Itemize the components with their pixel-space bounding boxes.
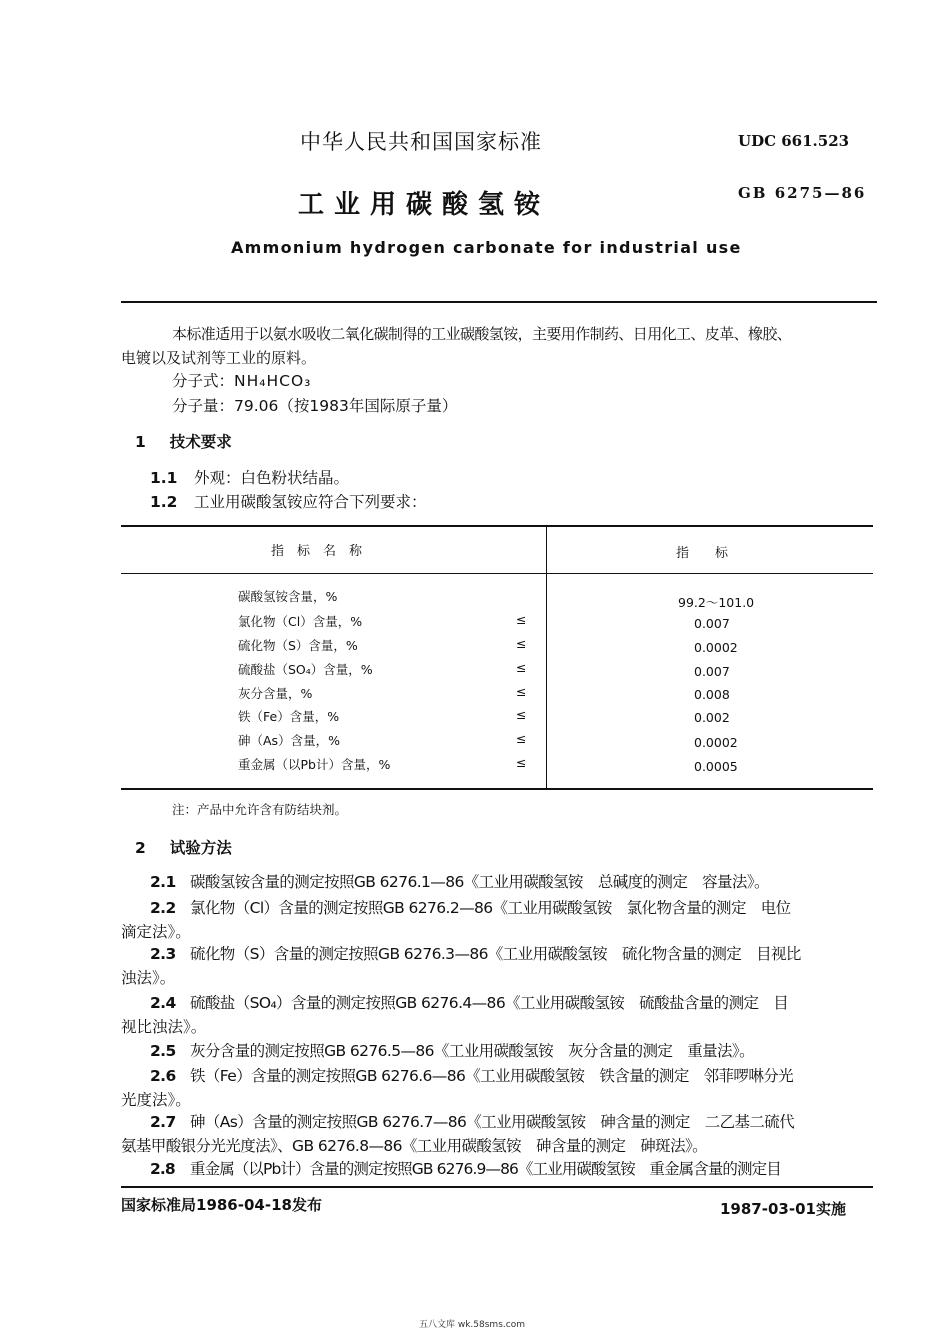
header-indicator-value: 指 标 xyxy=(676,546,729,561)
clause-line-2: 光度法》。 xyxy=(121,1091,191,1109)
row-operator: ≤ xyxy=(516,707,527,722)
table-bottom-rule xyxy=(121,788,873,790)
clause-number: 1.2 xyxy=(150,493,178,511)
clause-line-2: 浊法》。 xyxy=(121,969,176,987)
section-1-number: 1 xyxy=(135,433,146,451)
udc-code: UDC 661.523 xyxy=(738,132,850,150)
clause-2-6 xyxy=(121,1064,871,1112)
row-name: 重金属（以Pb计）含量，% xyxy=(238,757,391,772)
formula-label: 分子式： xyxy=(172,372,235,390)
intro-line-1: 本标准适用于以氨水吸收二氧化碳制得的工业碳酸氢铵，主要用作制药、日用化工、皮革、橡胶、 xyxy=(172,325,792,343)
effective-date: 1987-03-01实施 xyxy=(720,1200,846,1218)
clause-1-2 xyxy=(150,490,427,512)
row-name: 铁（Fe）含量，% xyxy=(238,709,340,724)
clause-number: 2.3 xyxy=(150,945,176,963)
watermark-text: 五八文库 wk.58sms.com xyxy=(419,1320,525,1330)
english-title: Ammonium hydrogen carbonate for industrial use xyxy=(231,238,742,257)
header-indicator-name: 指 标 名 称 xyxy=(271,544,363,559)
clause-number: 1.1 xyxy=(150,469,178,487)
clause-number: 2.6 xyxy=(150,1067,176,1085)
row-value: 0.008 xyxy=(694,687,730,702)
row-value: 0.0005 xyxy=(694,759,738,774)
issuing-org: 中华人民共和国国家标准 xyxy=(300,130,542,154)
row-value: 0.007 xyxy=(694,616,730,631)
clause-line-2: 氨基甲酸银分光光度法》、GB 6276.8—86《工业用碳酸氢铵 砷含量的测定 砷斑法》。 xyxy=(121,1137,708,1155)
row-operator: ≤ xyxy=(516,636,527,651)
clause-line-1: 氯化物（Cl）含量的测定按照GB 6276.2—86《工业用碳酸氢铵 氯化物含量的测定 电位 xyxy=(190,899,791,917)
clause-line-2: 视比浊法》。 xyxy=(121,1018,207,1036)
document-title: 工业用碳酸氢铵 xyxy=(298,190,551,220)
row-name: 硫化物（S）含量，% xyxy=(238,638,358,653)
clause-line-1: 重金属（以Pb计）含量的测定按照GB 6276.9—86《工业用碳酸氢铵 重金属含量的测定目 xyxy=(190,1160,781,1178)
clause-1-1 xyxy=(150,466,349,488)
row-operator: ≤ xyxy=(516,612,527,627)
clause-line-1: 碳酸氢铵含量的测定按照GB 6276.1—86《工业用碳酸氢铵 总碱度的测定 容量法》。 xyxy=(190,873,769,891)
clause-2-2 xyxy=(121,896,871,944)
clause-number: 2.7 xyxy=(150,1113,176,1131)
table-note: 注：产品中允许含有防结块剂。 xyxy=(172,802,348,817)
clause-text: 外观：白色粉状结晶。 xyxy=(194,469,350,487)
clause-number: 2.4 xyxy=(150,994,176,1012)
row-value: 0.002 xyxy=(694,710,730,725)
clause-2-4 xyxy=(121,991,871,1039)
section-1-title: 技术要求 xyxy=(169,433,232,451)
formula-value: NH₄HCO₃ xyxy=(234,372,312,390)
publish-info: 国家标准局1986-04-18发布 xyxy=(121,1196,322,1214)
section-2-title: 试验方法 xyxy=(169,839,232,857)
clause-number: 2.2 xyxy=(150,899,176,917)
row-name: 砷（As）含量，% xyxy=(238,733,340,748)
row-name: 碳酸氢铵含量，% xyxy=(238,589,338,604)
table-top-rule xyxy=(121,525,873,527)
intro-line-2: 电镀以及试剂等工业的原料。 xyxy=(121,349,317,367)
mass-line xyxy=(172,394,457,418)
row-name: 灰分含量，% xyxy=(238,686,313,701)
section-2-number: 2 xyxy=(135,839,146,857)
row-operator: ≤ xyxy=(516,755,527,770)
section-2-heading xyxy=(135,836,232,858)
row-value: 99.2～101.0 xyxy=(678,595,755,610)
row-name: 硫酸盐（SO₄）含量，% xyxy=(238,662,373,677)
table-header-rule xyxy=(121,573,873,574)
footer-rule xyxy=(121,1186,873,1188)
row-value: 0.0002 xyxy=(694,735,738,750)
row-operator: ≤ xyxy=(516,660,527,675)
clause-2-5 xyxy=(121,1039,871,1063)
row-value: 0.007 xyxy=(694,664,730,679)
clause-number: 2.5 xyxy=(150,1042,176,1060)
row-name: 氯化物（Cl）含量，% xyxy=(238,614,363,629)
clause-number: 2.1 xyxy=(150,873,176,891)
clause-2-3 xyxy=(121,942,871,990)
clause-number: 2.8 xyxy=(150,1160,175,1178)
table-column-divider xyxy=(546,526,547,788)
header-rule xyxy=(121,301,877,303)
mass-value: 79.06（按1983年国际原子量） xyxy=(234,397,458,415)
row-operator: ≤ xyxy=(516,684,527,699)
clause-line-1: 硫化物（S）含量的测定按照GB 6276.3—86《工业用碳酸氢铵 硫化物含量的测定 目视比 xyxy=(190,945,801,963)
clause-line-1: 铁（Fe）含量的测定按照GB 6276.6—86《工业用碳酸氢铵 铁含量的测定 邻菲啰啉分光 xyxy=(190,1067,794,1085)
row-value: 0.0002 xyxy=(694,640,738,655)
clause-2-1 xyxy=(121,870,871,894)
clause-line-1: 灰分含量的测定按照GB 6276.5—86《工业用碳酸氢铵 灰分含量的测定 重量法》。 xyxy=(190,1042,754,1060)
clause-2-7 xyxy=(121,1110,871,1158)
clause-line-1: 砷（As）含量的测定按照GB 6276.7—86《工业用碳酸氢铵 砷含量的测定 二乙基二硫代 xyxy=(190,1113,795,1131)
standard-number: GB 6275—86 xyxy=(738,184,867,202)
clause-line-1: 硫酸盐（SO₄）含量的测定按照GB 6276.4—86《工业用碳酸氢铵 硫酸盐含量的测定 目 xyxy=(190,994,789,1012)
formula-line xyxy=(172,369,311,393)
clause-2-8 xyxy=(121,1157,871,1181)
clause-text: 工业用碳酸氢铵应符合下列要求： xyxy=(194,493,427,511)
section-1-heading xyxy=(135,430,232,452)
clause-line-2: 滴定法》。 xyxy=(121,923,191,941)
mass-label: 分子量： xyxy=(172,397,235,415)
row-operator: ≤ xyxy=(516,731,527,746)
